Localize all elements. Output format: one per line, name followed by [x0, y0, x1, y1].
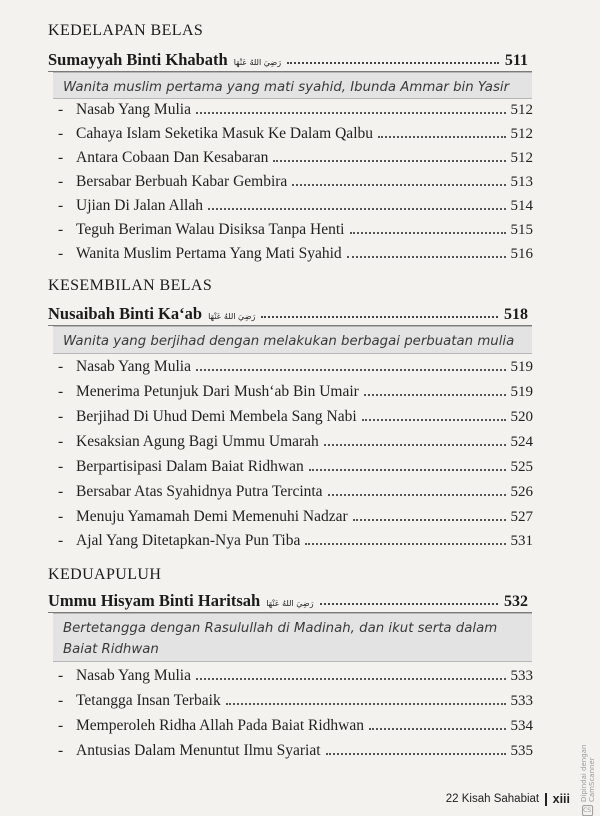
entry-label: Nasab Yang Mulia — [76, 358, 191, 375]
footer-separator — [545, 793, 547, 806]
leader-dots — [287, 62, 499, 64]
chapter-title-row — [48, 298, 528, 324]
leader-dots — [326, 753, 506, 755]
toc-entry — [58, 454, 533, 476]
entry-page: 533 — [510, 668, 533, 684]
leader-dots — [305, 543, 505, 545]
entry-page: 527 — [510, 509, 533, 525]
chapter-title: Nusaibah Binti Ka‘ab — [48, 304, 203, 323]
chapter-title: Ummu Hisyam Binti Haritsah — [48, 591, 261, 610]
leader-dots — [208, 208, 506, 210]
summary-box: Wanita muslim pertama yang mati syahid, Ibunda Ammar bin Yasir — [53, 72, 532, 99]
honorific-calligraphy: رَضِيَ اللهُ عَنْهَا — [266, 599, 314, 608]
entry-label: Cahaya Islam Seketika Masuk Ke Dalam Qalbu — [76, 125, 373, 142]
toc-entry — [58, 738, 533, 760]
entry-label: Memperoleh Ridha Allah Pada Baiat Ridhwan — [76, 717, 364, 734]
entry-page: 514 — [510, 198, 533, 214]
bullet-dash: - — [58, 125, 64, 142]
chapter-heading: KEDELAPAN BELAS — [48, 22, 204, 39]
entry-label: Wanita Muslim Pertama Yang Mati Syahid — [76, 245, 342, 262]
camscanner-logo-icon: CS — [584, 807, 592, 815]
bullet-dash: - — [58, 101, 64, 118]
entry-page: 535 — [510, 743, 533, 759]
entry-page: 519 — [510, 384, 533, 400]
page-number: 511 — [504, 52, 528, 69]
leader-dots — [309, 469, 506, 471]
entry-page: 520 — [510, 409, 533, 425]
toc-entry — [58, 663, 533, 685]
entry-label: Berjihad Di Uhud Demi Membela Sang Nabi — [76, 408, 357, 425]
leader-dots — [261, 316, 498, 318]
summary-box: Wanita yang berjihad dengan melakukan berbagai perbuatan mulia — [53, 326, 532, 354]
leader-dots — [369, 728, 506, 730]
entry-page: 533 — [510, 693, 533, 709]
entry-label: Bersabar Atas Syahidnya Putra Tercinta — [76, 483, 323, 500]
leader-dots — [353, 519, 506, 521]
leader-dots — [196, 369, 506, 371]
leader-dots — [328, 494, 506, 496]
bullet-dash: - — [58, 483, 64, 500]
leader-dots — [364, 394, 506, 396]
toc-entry — [58, 354, 533, 376]
toc-entry — [58, 404, 533, 426]
toc-entry — [58, 97, 533, 119]
bullet-dash: - — [58, 245, 64, 262]
leader-dots — [273, 160, 505, 162]
toc-entry — [58, 193, 533, 215]
entry-label: Bersabar Berbuah Kabar Gembira — [76, 173, 288, 190]
toc-entry — [58, 379, 533, 401]
entry-page: 512 — [510, 102, 533, 118]
leader-dots — [196, 112, 506, 114]
toc-entry — [58, 121, 533, 143]
entry-label: Ujian Di Jalan Allah — [76, 197, 203, 214]
bullet-dash: - — [58, 149, 64, 166]
toc-entry — [58, 169, 533, 191]
entry-page: 525 — [510, 459, 533, 475]
footer-page-number: xiii — [552, 792, 570, 806]
toc-entry — [58, 688, 533, 710]
leader-dots — [347, 256, 506, 258]
entry-page: 516 — [510, 246, 533, 262]
entry-page: 512 — [510, 150, 533, 166]
bullet-dash: - — [58, 383, 64, 400]
toc-entry — [58, 528, 533, 550]
page-number: 518 — [504, 306, 528, 323]
entry-label: Tetangga Insan Terbaik — [76, 692, 221, 709]
toc-entry — [58, 241, 533, 263]
entry-page: 513 — [510, 174, 533, 190]
chapter-heading: KESEMBILAN BELAS — [48, 277, 213, 294]
leader-dots — [378, 136, 506, 138]
watermark-text: Dipindai dengan CamScanner — [580, 744, 596, 803]
toc-entry — [58, 217, 533, 239]
bullet-dash: - — [58, 433, 64, 450]
bullet-dash: - — [58, 692, 64, 709]
toc-entry — [58, 429, 533, 451]
page-number: 532 — [504, 593, 528, 610]
toc-entry — [58, 713, 533, 735]
leader-dots — [196, 678, 506, 680]
chapter-heading: KEDUAPULUH — [48, 566, 162, 583]
entry-page: 524 — [510, 434, 533, 450]
entry-label: Berpartisipasi Dalam Baiat Ridhwan — [76, 458, 304, 475]
toc-entry — [58, 145, 533, 167]
bullet-dash: - — [58, 532, 64, 549]
bullet-dash: - — [58, 221, 64, 238]
entry-label: Menuju Yamamah Demi Memenuhi Nadzar — [76, 508, 348, 525]
bullet-dash: - — [58, 408, 64, 425]
leader-dots — [324, 444, 506, 446]
entry-page: 534 — [510, 718, 533, 734]
entry-label: Kesaksian Agung Bagi Ummu Umarah — [76, 433, 319, 450]
entry-label: Nasab Yang Mulia — [76, 101, 191, 118]
chapter-title: Sumayyah Binti Khabath — [48, 50, 228, 69]
entry-label: Nasab Yang Mulia — [76, 667, 191, 684]
honorific-calligraphy: رَضِيَ اللهُ عَنْهَا — [233, 58, 282, 67]
toc-entry — [58, 504, 533, 526]
bullet-dash: - — [58, 173, 64, 190]
entry-page: 515 — [510, 222, 533, 238]
entry-label: Menerima Petunjuk Dari Mush‘ab Bin Umair — [76, 383, 359, 400]
chapter-title-row — [48, 44, 528, 70]
entry-page: 531 — [510, 533, 533, 549]
entry-label: Antusias Dalam Menuntut Ilmu Syariat — [76, 742, 321, 759]
leader-dots — [226, 703, 506, 705]
entry-label: Ajal Yang Ditetapkan-Nya Pun Tiba — [76, 532, 301, 549]
entry-label: Antara Cobaan Dan Kesabaran — [76, 149, 269, 166]
page-footer — [446, 792, 570, 806]
toc-entry — [58, 479, 533, 501]
bullet-dash: - — [58, 508, 64, 525]
leader-dots — [292, 184, 505, 186]
summary-box: Bertetangga dengan Rasulullah di Madinah, dan ikut serta dalam Baiat Ridhwan — [53, 613, 532, 662]
honorific-calligraphy: رَضِيَ اللهُ عَنْهَا — [208, 312, 256, 321]
bullet-dash: - — [58, 742, 64, 759]
entry-label: Teguh Beriman Walau Disiksa Tanpa Henti — [76, 221, 345, 238]
scanner-watermark — [580, 700, 596, 816]
book-title: 22 Kisah Sahabiat — [445, 793, 540, 805]
leader-dots — [362, 419, 506, 421]
bullet-dash: - — [58, 667, 64, 684]
entry-page: 526 — [510, 484, 533, 500]
bullet-dash: - — [58, 717, 64, 734]
bullet-dash: - — [58, 458, 64, 475]
leader-dots — [320, 603, 498, 605]
entry-page: 512 — [510, 126, 533, 142]
leader-dots — [350, 232, 506, 234]
bullet-dash: - — [58, 358, 64, 375]
entry-page: 519 — [510, 359, 533, 375]
bullet-dash: - — [58, 197, 64, 214]
chapter-title-row — [48, 585, 528, 611]
